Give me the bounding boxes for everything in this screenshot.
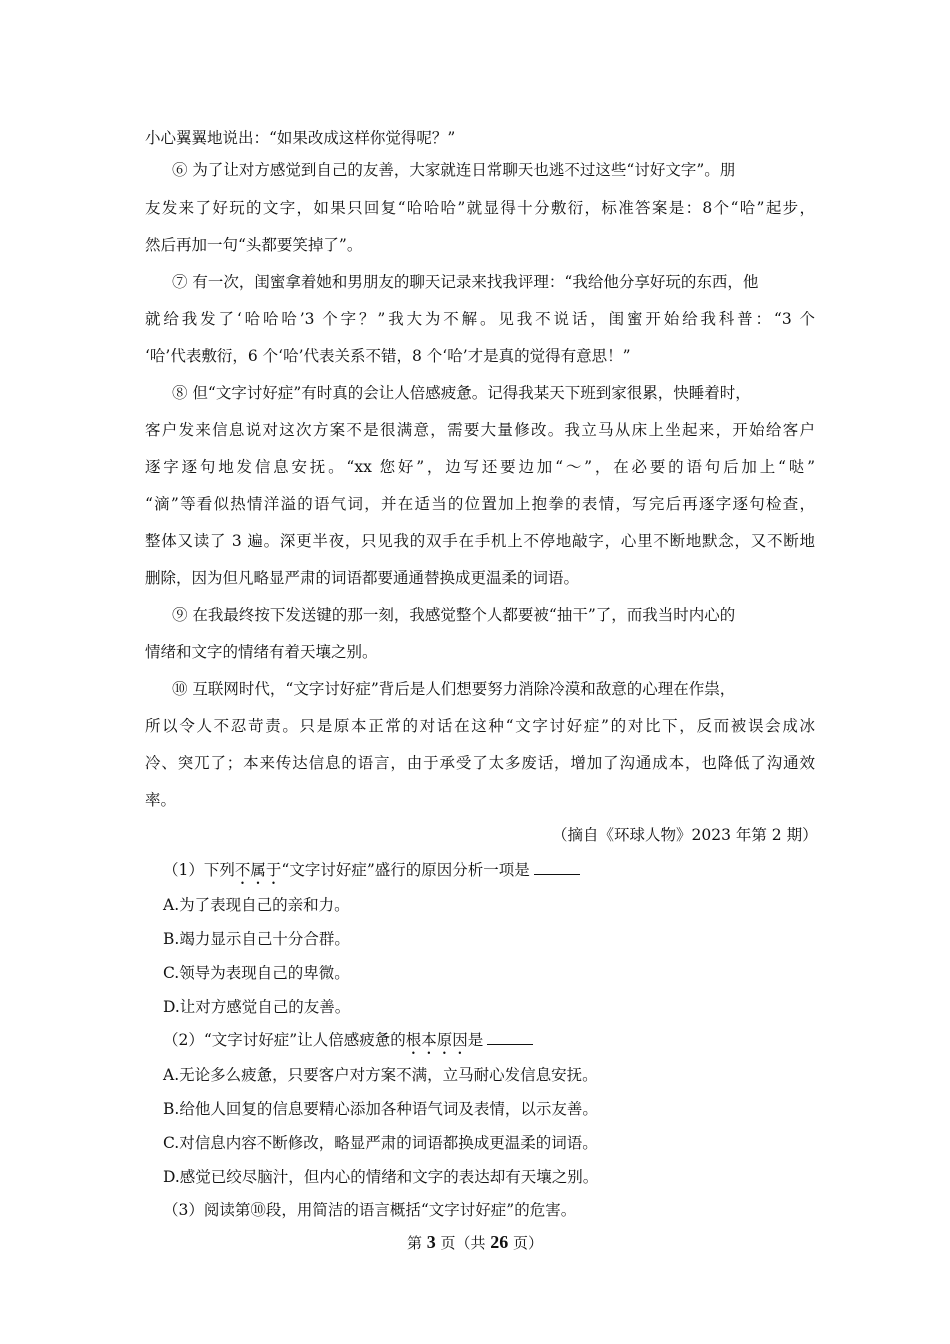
question-2: （2）“文字讨好症”让人倍感疲惫的根本原因是 xyxy=(163,1030,533,1058)
text-line: 删除，因为但凡略显严肃的词语都要通通替换成更温柔的词语。 xyxy=(145,569,580,587)
source-citation: （摘自《环球人物》2023 年第 2 期） xyxy=(552,826,818,844)
page-number: 3 xyxy=(426,1232,436,1252)
text-line: 逐字逐句地发信息安抚。“xx 您好”，边写还要边加“～”，在必要的语句后加上“哒” xyxy=(145,458,815,476)
text-line: 客户发来信息说对这次方案不是很满意，需要大量修改。我立马从床上坐起来，开始给客户 xyxy=(145,421,815,439)
option-d: D.感觉已绞尽脑汁，但内心的情绪和文字的表达却有天壤之别。 xyxy=(163,1168,599,1186)
page-total: 26 xyxy=(490,1232,509,1252)
text-line: 就给我发了‘哈哈哈’3 个字？”我大为不解。见我不说话，闺蜜开始给我科普：“3 个 xyxy=(145,310,815,328)
text-line: 整体又读了 3 遍。深更半夜，只见我的双手在手机上不停地敲字，心里不断地默念，又不断地 xyxy=(145,532,815,550)
emphasis-text: 不属于 xyxy=(234,861,282,879)
text-line: ⑥ 为了让对方感觉到自己的友善，大家就连日常聊天也逃不过这些“讨好文字”。朋 xyxy=(172,161,736,179)
option-d: D.让对方感觉自己的友善。 xyxy=(163,998,351,1016)
text-line: 冷、突兀了；本来传达信息的语言，由于承受了太多废话，增加了沟通成本，也降低了沟通效 xyxy=(145,754,815,772)
text-line: ⑨ 在我最终按下发送键的那一刻，我感觉整个人都要被“抽干”了，而我当时内心的 xyxy=(172,606,736,624)
text-line: 然后再加一句“头都要笑掉了”。 xyxy=(145,236,363,254)
text-line: ‘哈’代表敷衍，6 个‘哈’代表关系不错，8 个‘哈’才是真的觉得有意思！” xyxy=(145,347,631,365)
text-line: “滴”等看似热情洋溢的语气词，并在适当的位置加上抱拳的表情，写完后再逐字逐句检查， xyxy=(145,495,815,513)
emphasis-text: 根本原因 xyxy=(405,1031,468,1049)
question-1: （1）下列不属于“文字讨好症”盛行的原因分析一项是 xyxy=(163,860,580,888)
text-line: 率。 xyxy=(145,791,177,809)
option-c: C.领导为表现自己的卑微。 xyxy=(163,964,350,982)
option-c: C.对信息内容不断修改，略显严肃的词语都换成更温柔的词语。 xyxy=(163,1134,598,1152)
page-footer: 第 3 页（共 26 页） xyxy=(406,1232,544,1252)
question-3: （3）阅读第⑩段，用简洁的语言概括“文字讨好症”的危害。 xyxy=(163,1201,577,1219)
text-line: ⑧ 但“文字讨好症”有时真的会让人倍感疲惫。记得我某天下班到家很累，快睡着时， xyxy=(172,384,751,402)
text-line: 情绪和文字的情绪有着天壤之别。 xyxy=(145,643,378,661)
text-line: ⑦ 有一次，闺蜜拿着她和男朋友的聊天记录来找我评理：“我给他分享好玩的东西，他 xyxy=(172,273,759,291)
text-line: 所以令人不忍苛责。只是原本正常的对话在这种“文字讨好症”的对比下，反而被误会成冰 xyxy=(145,717,815,735)
text-line: ⑩ 互联网时代，“文字讨好症”背后是人们想要努力消除冷漠和敌意的心理在作祟， xyxy=(172,680,736,698)
option-b: B.竭力显示自己十分合群。 xyxy=(163,930,350,948)
answer-blank[interactable] xyxy=(487,1030,533,1045)
text-line: 小心翼翼地说出：“如果改成这样你觉得呢？” xyxy=(145,129,456,147)
option-b: B.给他人回复的信息要精心添加各种语气词及表情，以示友善。 xyxy=(163,1100,598,1118)
text-line: 友发来了好玩的文字，如果只回复“哈哈哈”就显得十分敷衍，标准答案是：8个“哈”起步， xyxy=(145,199,815,217)
option-a: A.无论多么疲惫，只要客户对方案不满，立马耐心发信息安抚。 xyxy=(163,1066,598,1084)
option-a: A.为了表现自己的亲和力。 xyxy=(163,896,350,914)
answer-blank[interactable] xyxy=(534,860,580,875)
